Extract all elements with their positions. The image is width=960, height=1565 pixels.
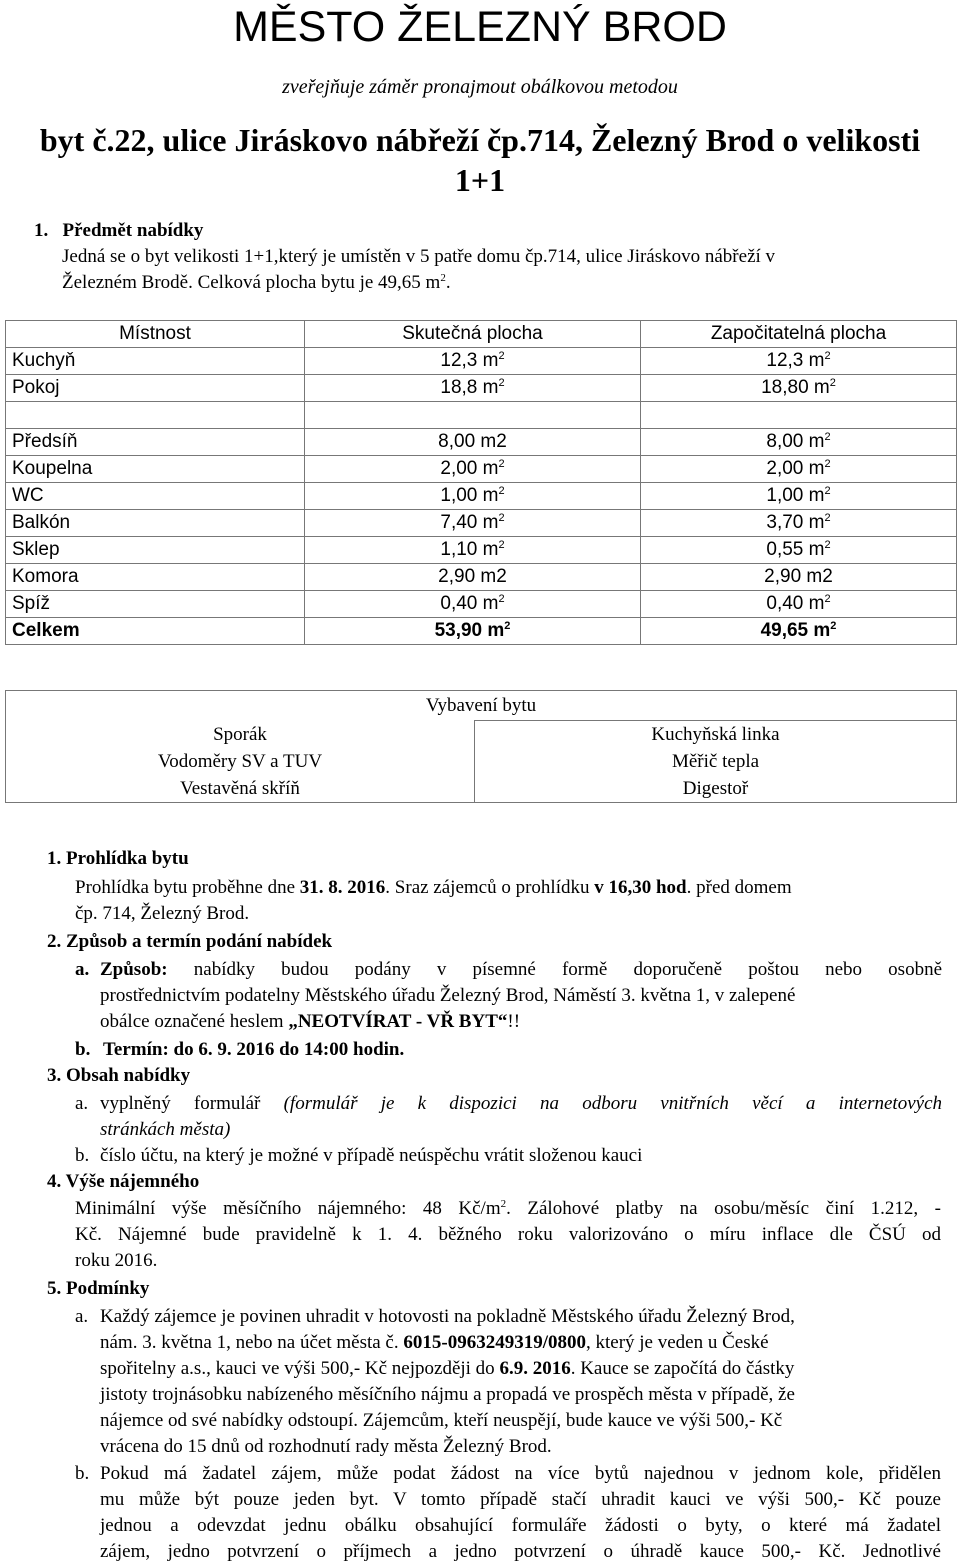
section-1-sup: 2 (440, 272, 446, 284)
rent-text: . Zálohové platby na osobu/měsíc činí 1.212, - (506, 1198, 941, 1219)
content-a-line-1 (100, 1091, 942, 1117)
rent-heading (47, 1169, 199, 1195)
city-heading: MĚSTO ŽELEZNÝ BROD (233, 3, 727, 51)
actual-area-sup: 2 (498, 485, 505, 497)
submit-b-label: b. (75, 1039, 91, 1060)
equipment-item: Sporák (213, 723, 267, 745)
countable-area (641, 375, 957, 402)
room-name (6, 402, 305, 429)
countable-area-value: 2,90 m2 (764, 566, 833, 587)
submit-a-line-3 (100, 1009, 942, 1035)
conditions-b-line-2: mu může být pouze jeden byt. V tomto případě stačí uhradit kauci ve výši 500,- Kč pouze (100, 1489, 941, 1510)
conditions-a-line-3 (100, 1356, 930, 1382)
room-name (6, 510, 305, 537)
countable-area-sup: 2 (824, 539, 831, 551)
content-heading (47, 1063, 190, 1089)
countable-area (641, 537, 957, 564)
conditions-b-line-3: jednou a odevzdat jednu obálku obsahující formuláře žádosti o byty, o které má žadatel (100, 1515, 941, 1536)
room-name-value: Komora (12, 566, 79, 587)
submit-heading (47, 929, 332, 955)
conditions-a-line-4: jistoty trojnásobku nabízeného měsíčního nájmu a propadá ve prospěch města v případě, že (100, 1384, 795, 1405)
equipment-item: Kuchyňská linka (651, 724, 780, 745)
areas-header-row (6, 321, 957, 348)
countable-area-sup: 2 (824, 431, 831, 443)
total-countable-value: 49,65 m (760, 620, 831, 641)
table-row (6, 402, 957, 429)
actual-area-sup: 2 (498, 593, 505, 605)
room-name (6, 537, 305, 564)
table-row (6, 375, 957, 402)
actual-area-value: 8,00 m2 (438, 431, 507, 452)
section-1-line-1: Jedná se o byt velikosti 1+1,který je umístěn v 5 patře domu čp.714, ulice Jiráskovo nábřeží v (62, 246, 776, 267)
table-row (6, 537, 957, 564)
countable-area-sup: 2 (824, 350, 831, 362)
submit-b-text: Termín: do 6. 9. 2016 do 14:00 hodin. (103, 1039, 405, 1060)
submit-number: 2. (47, 931, 62, 952)
room-name (6, 348, 305, 375)
viewing-date: 31. 8. 2016 (299, 877, 386, 898)
countable-area-value: 1,00 m (766, 485, 825, 506)
total-label-value: Celkem (12, 620, 80, 641)
content-b-text: číslo účtu, na který je možné v případě neúspěchu vrátit složenou kauci (100, 1145, 643, 1166)
account-number: 6015-0963249319/0800 (403, 1332, 586, 1353)
conditions-b-line-4: zájem, jedno potvrzení o příjmech a jedno potvrzení o úhradě kauce 500,- Kč. Jednotlivé (100, 1541, 941, 1562)
viewing-text: . před domem (686, 877, 792, 898)
submit-title: Způsob a termín podání nabídek (66, 931, 333, 952)
actual-area (305, 483, 641, 510)
viewing-heading (47, 846, 189, 872)
table-row (6, 483, 957, 510)
title-line-1: byt č.22, ulice Jiráskovo nábřeží čp.714, Železný Brod o velikosti (39, 122, 921, 158)
submit-a-bold: Způsob: (100, 959, 168, 980)
section-1-title: Předmět nabídky (62, 220, 204, 241)
room-name-value: Balkón (12, 512, 71, 533)
countable-area-sup: 2 (824, 485, 831, 497)
table-row (6, 348, 957, 375)
viewing-number: 1. (47, 848, 62, 869)
equipment-item: Vestavěná skříň (180, 777, 300, 799)
actual-area (305, 348, 641, 375)
equipment-item: Měřič tepla (671, 751, 760, 772)
actual-area-value: 2,90 m2 (438, 566, 507, 587)
countable-area-value: 18,80 m (761, 377, 830, 398)
room-name-value: Předsíň (12, 431, 78, 452)
actual-area (305, 429, 641, 456)
countable-area-value: 0,55 m (766, 539, 825, 560)
actual-area (305, 591, 641, 618)
countable-area-sup: 2 (829, 377, 836, 389)
conditions-b-body (100, 1461, 941, 1565)
conditions-a-line-6: vrácena do 15 dnů od rozhodnutí rady města Železný Brod. (100, 1436, 552, 1457)
submit-a-line-1 (100, 957, 942, 983)
conditions-text: spořitelny a.s., kauci ve výši 500,- Kč nejpozději do (100, 1358, 500, 1379)
title-line-2: 1+1 (454, 162, 506, 198)
section-1-body (62, 244, 942, 296)
actual-area-value: 7,40 m (440, 512, 499, 533)
room-name (6, 456, 305, 483)
actual-area-sup: 2 (498, 350, 505, 362)
actual-area-value: 1,10 m (440, 539, 499, 560)
room-name (6, 591, 305, 618)
countable-area-sup: 2 (824, 593, 831, 605)
room-name (6, 429, 305, 456)
room-name-value: Pokoj (12, 377, 60, 398)
room-name-value: Kuchyň (12, 350, 76, 371)
section-1-line-2-text: Železném Brodě. Celková plocha bytu je 49,65 m (62, 272, 441, 293)
subtitle: zveřejňuje záměr pronajmout obálkovou metodou (282, 76, 678, 98)
viewing-text: . Sraz zájemců o prohlídku (385, 877, 595, 898)
viewing-line-2: čp. 714, Železný Brod. (75, 903, 250, 924)
countable-area-sup: 2 (824, 458, 831, 470)
rent-text: Minimální výše měsíčního nájemného: 48 Kč/m (75, 1198, 501, 1219)
equipment-item: Vodoměry SV a TUV (157, 750, 323, 772)
actual-area-value: 1,00 m (440, 485, 499, 506)
actual-area-sup: 2 (498, 458, 505, 470)
conditions-b-line-1: Pokud má žadatel zájem, může podat žádost na více bytů najednou v jednom kole, přidělen (100, 1463, 941, 1484)
table-row (6, 591, 957, 618)
conditions-text: nám. 3. května 1, nebo na účet města č. (100, 1332, 404, 1353)
areas-table (5, 320, 957, 645)
conditions-a-line-1: Každý zájemce je povinen uhradit v hotovosti na pokladně Městského úřadu Železný Brod, (100, 1306, 795, 1327)
actual-area-sup: 2 (498, 539, 505, 551)
table-row (6, 456, 957, 483)
conditions-a-line-2 (100, 1330, 930, 1356)
countable-area (641, 591, 957, 618)
countable-area-sup: 2 (824, 512, 831, 524)
total-countable-sup: 2 (830, 620, 837, 632)
viewing-line-1 (75, 875, 941, 901)
table-row (6, 510, 957, 537)
content-a-label: a. (75, 1093, 89, 1114)
conditions-heading (47, 1276, 149, 1302)
content-number: 3. (47, 1065, 62, 1086)
conditions-a-body (100, 1304, 930, 1460)
submit-a-line-2: prostřednictvím podatelny Městského úřadu Železný Brod, Náměstí 3. května 1, v zalepené (100, 985, 796, 1006)
document-title (20, 120, 940, 200)
rent-body (75, 1196, 941, 1274)
total-countable (641, 618, 957, 645)
equipment-left (6, 721, 475, 803)
actual-area-sup: 2 (498, 377, 505, 389)
actual-area-sup: 2 (498, 512, 505, 524)
content-a-body (100, 1091, 942, 1143)
rent-title: Výše nájemného (65, 1171, 200, 1192)
countable-area (641, 429, 957, 456)
actual-area-value: 2,00 m (440, 458, 499, 479)
submit-a-keyword: „NEOTVÍRAT - VŘ BYT“ (288, 1011, 508, 1032)
content-a-line-2: stránkách města) (100, 1119, 231, 1140)
room-name (6, 375, 305, 402)
countable-area (641, 402, 957, 429)
countable-area-value: 2,00 m (766, 458, 825, 479)
table-row (6, 564, 957, 591)
total-actual (305, 618, 641, 645)
room-name (6, 483, 305, 510)
content-a-italic: (formulář je k dispozici na odboru vnitřních věcí a internetových (283, 1093, 942, 1114)
actual-area (305, 510, 641, 537)
total-actual-value: 53,90 m (434, 620, 505, 641)
conditions-text: , který je veden u České (585, 1332, 769, 1353)
table-row (6, 429, 957, 456)
equipment-header: Vybavení bytu (6, 691, 957, 721)
conditions-a-label: a. (75, 1306, 89, 1327)
room-name-value: Koupelna (12, 458, 93, 479)
content-b-label: b. (75, 1145, 90, 1166)
countable-area-value: 8,00 m (766, 431, 825, 452)
conditions-b-label: b. (75, 1463, 90, 1484)
section-1-number: 1. (34, 220, 49, 241)
actual-area (305, 375, 641, 402)
countable-area (641, 564, 957, 591)
content-title: Obsah nabídky (66, 1065, 191, 1086)
section-1-line-2-end: . (445, 272, 451, 293)
submit-a-label: a. (75, 959, 90, 980)
section-1-line-2 (62, 270, 942, 296)
countable-area-value: 0,40 m (766, 593, 825, 614)
conditions-a-line-5: nájemce od své nabídky odstoupí. Zájemcům, kteří neuspějí, bude kauce ve výši 500,- Kč (100, 1410, 783, 1431)
actual-area-value: 0,40 m (440, 593, 499, 614)
actual-area (305, 537, 641, 564)
countable-area-value: 3,70 m (766, 512, 825, 533)
rent-line-2: Kč. Nájemné bude pravidelně k 1. 4. běžného roku valorizováno o míru inflace dle ČSÚ od (75, 1224, 941, 1245)
countable-area (641, 348, 957, 375)
actual-area (305, 456, 641, 483)
rent-sup: 2 (500, 1198, 507, 1210)
countable-header: Započitatelná plocha (641, 321, 957, 348)
room-name-value: Sklep (12, 539, 60, 560)
equipment-item: Digestoř (682, 778, 749, 799)
viewing-title: Prohlídka bytu (66, 848, 189, 869)
countable-area-value: 12,3 m (766, 350, 825, 371)
room-header: Místnost (6, 321, 305, 348)
deposit-deadline: 6.9. 2016 (499, 1358, 571, 1379)
equipment-right (475, 721, 957, 803)
submit-a-text: nabídky budou podány v písemné formě doporučeně poštou nebo osobně (167, 959, 942, 980)
actual-area (305, 564, 641, 591)
rent-number: 4. (47, 1171, 62, 1192)
countable-area (641, 456, 957, 483)
room-name (6, 564, 305, 591)
room-name-value: Spíž (12, 593, 51, 614)
total-row (6, 618, 957, 645)
rent-line-1 (75, 1196, 941, 1222)
actual-area-value: 12,3 m (440, 350, 499, 371)
countable-area (641, 483, 957, 510)
room-name-value: WC (12, 485, 44, 506)
countable-area (641, 510, 957, 537)
submit-a-text: obálce označené heslem (100, 1011, 289, 1032)
conditions-title: Podmínky (66, 1278, 150, 1299)
total-label (6, 618, 305, 645)
viewing-body (75, 875, 941, 927)
viewing-time: v 16,30 hod (594, 877, 687, 898)
conditions-number: 5. (47, 1278, 62, 1299)
equipment-table (5, 690, 957, 803)
submit-a-body (100, 957, 942, 1035)
viewing-text: Prohlídka bytu proběhne dne (75, 877, 300, 898)
content-a-text: vyplněný formulář (100, 1093, 284, 1114)
rent-line-3: roku 2016. (75, 1250, 158, 1271)
total-actual-sup: 2 (504, 620, 511, 632)
actual-header: Skutečná plocha (305, 321, 641, 348)
section-1-heading (34, 218, 203, 244)
actual-area-value: 18,8 m (440, 377, 499, 398)
conditions-text: . Kauce se započítá do částky (570, 1358, 795, 1379)
actual-area (305, 402, 641, 429)
submit-a-text: !! (507, 1011, 521, 1032)
